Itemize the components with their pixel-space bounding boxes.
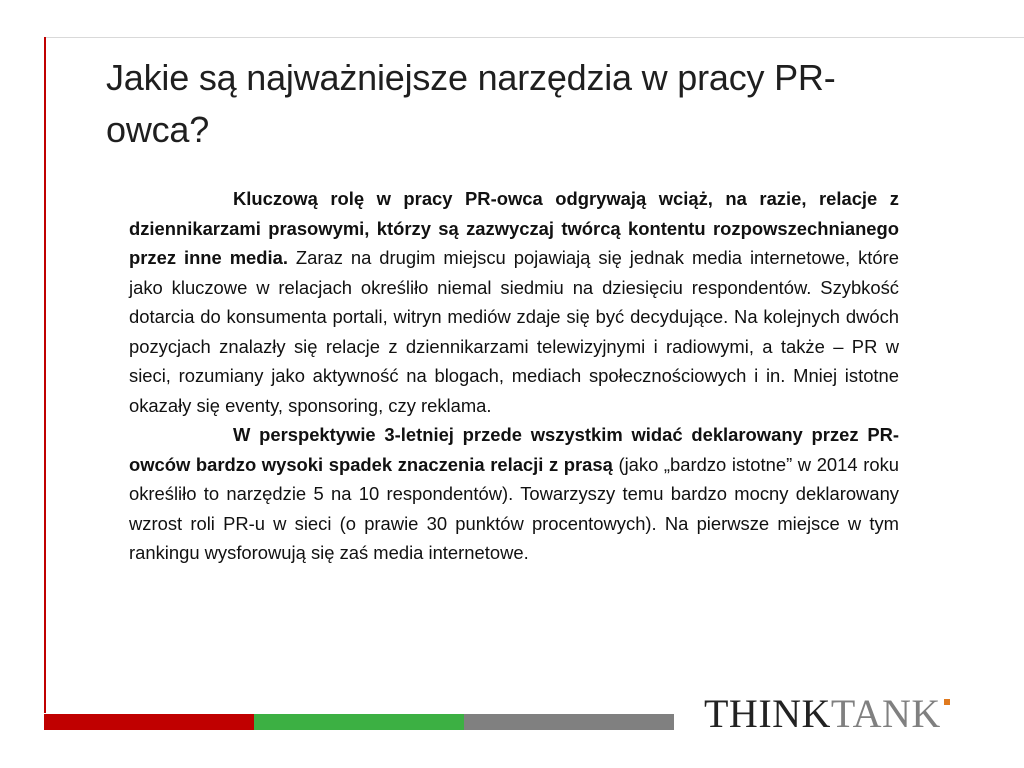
slide-title: Jakie są najważniejsze narzędzia w pracy PR-owca? <box>106 57 836 150</box>
body-paragraph-1 <box>129 184 899 420</box>
paragraph-2-bold-text: W perspektywie 3-letniej przede wszystkim widać deklarowany przez PR-owców bardzo wysoki spadek znaczenia relacji z prasą <box>129 424 899 475</box>
paragraph-1-regular-text: Zaraz na drugim miejscu pojawiają się jednak media internetowe, które jako kluczowe w relacjach określiło niemal siedmiu na dziesięciu respondentów. Szybkość dotarcia do konsumenta portali, witryn mediów zdaje się być decydujące. Na kolejnych dwóch pozycjach znalazły się relacje z dziennikarzami telewizyjnymi i radiowymi, a także – PR w sieci, rozumiany jako aktywność na blogach, mediach społecznościowych i in. Mniej istotne okazały się eventy, sponsoring, czy reklama. <box>129 247 899 416</box>
body-paragraph-2 <box>129 420 899 568</box>
thinktank-logo <box>704 690 950 738</box>
slide-body <box>129 184 899 568</box>
footer-bar-gray <box>464 714 674 730</box>
logo-accent-dot-icon <box>944 699 950 705</box>
slide-frame-top-line <box>44 37 1024 38</box>
slide-frame-left-line <box>44 37 46 713</box>
paragraph-1-bold-text: Kluczową rolę w pracy PR-owca odgrywają wciąż, na razie, relacje z dziennikarzami prasowymi, którzy są zazwyczaj twórcą kontentu rozpowszechnianego przez inne media. <box>129 188 899 268</box>
footer-bar-green <box>254 714 464 730</box>
logo-think-text: THINK <box>704 691 831 736</box>
footer-bar-red <box>44 714 254 730</box>
logo-tank-text: TANK <box>830 691 941 736</box>
paragraph-2-regular-text: (jako „bardzo istotne” w 2014 roku określiło to narzędzie 5 na 10 respondentów). Towarzyszy temu bardzo mocny deklarowany wzrost roli PR-u w sieci (o prawie 30 punktów procentowych). Na pierwsze miejsce w tym rankingu wysforowują się zaś media internetowe. <box>129 453 899 563</box>
